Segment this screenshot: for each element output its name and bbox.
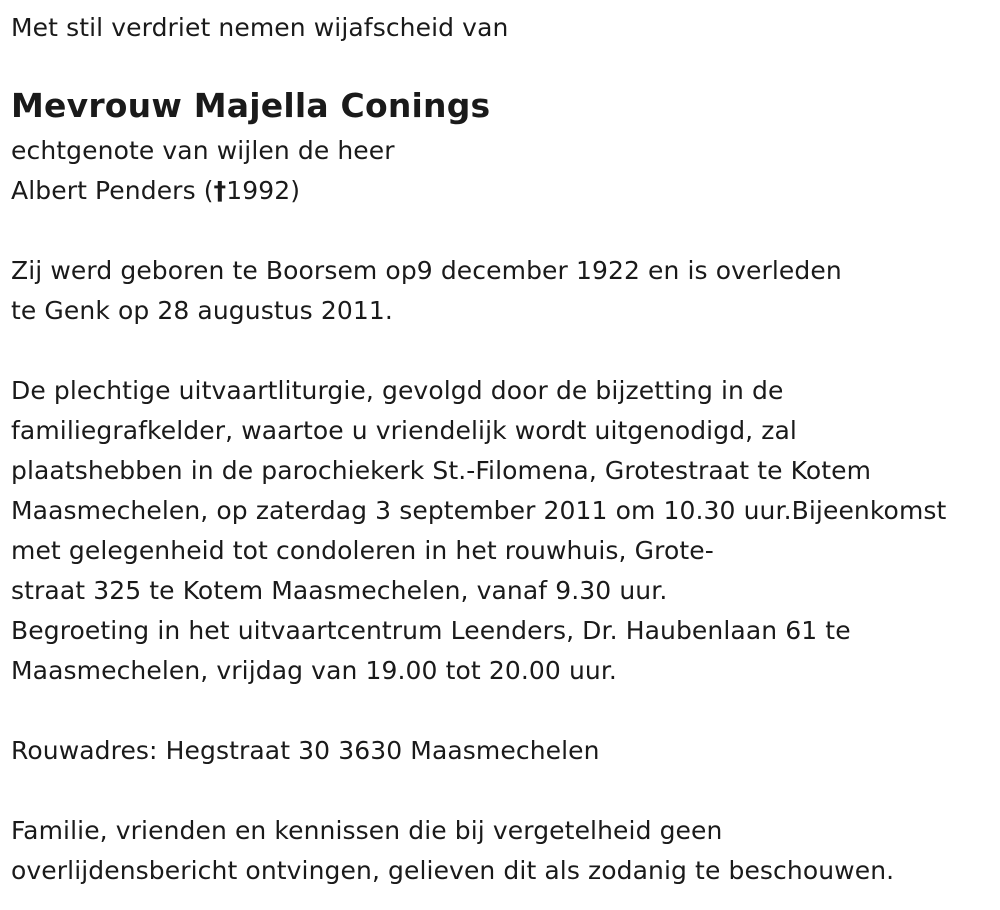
spacer — [11, 771, 996, 811]
spouse-death-year: 1992 — [226, 176, 291, 205]
spacer — [11, 211, 996, 251]
funeral-line: plaatshebben in de parochiekerk St.-Filomena, Grotestraat te Kotem — [11, 456, 872, 485]
closing-line: Familie, vrienden en kennissen die bij vergetelheid geen — [11, 816, 723, 845]
spouse-name-line — [11, 171, 996, 211]
spouse-name-close: ) — [290, 176, 301, 205]
funeral-line: De plechtige uitvaartliturgie, gevolgd door de bijzetting in de — [11, 376, 784, 405]
funeral-line: Maasmechelen, op zaterdag 3 september 2011 om 10.30 uur.Bijeenkomst — [11, 496, 947, 525]
funeral-line: familiegrafkelder, waartoe u vriendelijk wordt uitgenodigd, zal — [11, 416, 797, 445]
mourning-address: Rouwadres: Hegstraat 30 3630 Maasmechelen — [11, 736, 600, 765]
funeral-line: Begroeting in het uitvaartcentrum Leenders, Dr. Haubenlaan 61 te — [11, 616, 851, 645]
birth-death-line: te Genk op 28 augustus 2011. — [11, 296, 393, 325]
spacer — [11, 331, 996, 371]
birth-death-line: Zij werd geboren te Boorsem op9 december 1922 en is overleden — [11, 256, 842, 285]
deceased-name: Mevrouw Majella Conings — [11, 86, 491, 125]
cross-icon: † — [213, 176, 227, 205]
funeral-line: straat 325 te Kotem Maasmechelen, vanaf 9.30 uur. — [11, 576, 668, 605]
spouse-line: echtgenote van wijlen de heer — [11, 136, 395, 165]
funeral-line: met gelegenheid tot condoleren in het rouwhuis, Grote- — [11, 536, 714, 565]
funeral-line: Maasmechelen, vrijdag van 19.00 tot 20.00 uur. — [11, 656, 617, 685]
spouse-name: Albert Penders ( — [11, 176, 214, 205]
intro-text: Met stil verdriet nemen wijafscheid van — [11, 13, 509, 42]
closing-line: overlijdensbericht ontvingen, gelieven dit als zodanig te beschouwen. — [11, 856, 895, 885]
death-notice — [11, 8, 996, 891]
spacer — [11, 691, 996, 731]
